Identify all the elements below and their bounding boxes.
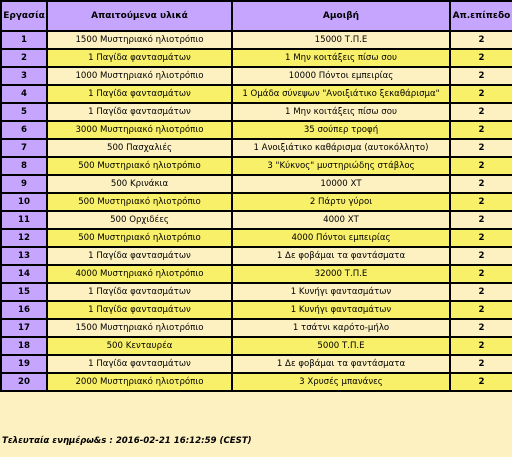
task-level: 2 <box>450 103 512 121</box>
table-row <box>1 175 512 193</box>
task-level: 2 <box>450 193 512 211</box>
table-row <box>1 157 512 175</box>
task-reward: 35 σούπερ τροφή <box>232 121 450 139</box>
table-row <box>1 193 512 211</box>
task-number: 11 <box>1 211 47 229</box>
task-reward: 5000 Τ.Π.Ε <box>232 337 450 355</box>
task-materials: 500 Μυστηριακό ηλιοτρόπιο <box>47 229 232 247</box>
task-number: 7 <box>1 139 47 157</box>
task-number: 10 <box>1 193 47 211</box>
task-number: 18 <box>1 337 47 355</box>
task-reward: 32000 Τ.Π.Ε <box>232 265 450 283</box>
task-level: 2 <box>450 265 512 283</box>
task-reward: 4000 ΧΤ <box>232 211 450 229</box>
task-materials: 4000 Μυστηριακό ηλιοτρόπιο <box>47 265 232 283</box>
task-number: 13 <box>1 247 47 265</box>
task-materials: 3000 Μυστηριακό ηλιοτρόπιο <box>47 121 232 139</box>
table-row <box>1 373 512 391</box>
task-number: 14 <box>1 265 47 283</box>
table-row <box>1 139 512 157</box>
task-level: 2 <box>450 139 512 157</box>
task-level: 2 <box>450 121 512 139</box>
table-row <box>1 49 512 67</box>
task-materials: 500 Μυστηριακό ηλιοτρόπιο <box>47 157 232 175</box>
task-materials: 500 Μυστηριακό ηλιοτρόπιο <box>47 193 232 211</box>
table-row <box>1 247 512 265</box>
task-materials: 1 Παγίδα φαντασμάτων <box>47 49 232 67</box>
task-level: 2 <box>450 211 512 229</box>
table-row <box>1 121 512 139</box>
task-number: 17 <box>1 319 47 337</box>
table-row <box>1 355 512 373</box>
task-number: 19 <box>1 355 47 373</box>
task-materials: 1 Παγίδα φαντασμάτων <box>47 103 232 121</box>
task-materials: 1 Παγίδα φαντασμάτων <box>47 283 232 301</box>
table-row <box>1 67 512 85</box>
table-header-row <box>1 1 512 31</box>
task-reward: 15000 Τ.Π.Ε <box>232 31 450 49</box>
table-row <box>1 265 512 283</box>
task-number: 12 <box>1 229 47 247</box>
task-level: 2 <box>450 49 512 67</box>
task-reward: 10000 Πόντοι εμπειρίας <box>232 67 450 85</box>
table-row <box>1 103 512 121</box>
task-materials: 500 Ορχιδέες <box>47 211 232 229</box>
task-reward: 1 Δε φοβάμαι τα φαντάσματα <box>232 247 450 265</box>
task-reward: 10000 ΧΤ <box>232 175 450 193</box>
task-reward: 1 Μην κοιτάξεις πίσω σου <box>232 49 450 67</box>
header-reward: Αμοιβή <box>232 1 450 31</box>
table-row <box>1 31 512 49</box>
task-reward: 1 Ομάδα σύνεψων "Ανοιξιάτικο ξεκαθάρισμα" <box>232 85 450 103</box>
task-level: 2 <box>450 337 512 355</box>
task-reward: 1 Μην κοιτάξεις πίσω σου <box>232 103 450 121</box>
task-level: 2 <box>450 319 512 337</box>
header-materials: Απαιτούμενα υλικά <box>47 1 232 31</box>
task-level: 2 <box>450 283 512 301</box>
task-materials: 500 Κενταυρέα <box>47 337 232 355</box>
table-row <box>1 337 512 355</box>
task-reward: 3 Χρυσές μπανάνες <box>232 373 450 391</box>
task-level: 2 <box>450 355 512 373</box>
table-row <box>1 301 512 319</box>
task-level: 2 <box>450 175 512 193</box>
task-number: 8 <box>1 157 47 175</box>
table-row <box>1 211 512 229</box>
task-reward: 1 Κυνήγι φαντασμάτων <box>232 283 450 301</box>
task-number: 6 <box>1 121 47 139</box>
task-materials: 1 Παγίδα φαντασμάτων <box>47 85 232 103</box>
task-number: 4 <box>1 85 47 103</box>
task-number: 2 <box>1 49 47 67</box>
task-materials: 1500 Μυστηριακό ηλιοτρόπιο <box>47 31 232 49</box>
table-row <box>1 283 512 301</box>
last-updated-footer: Τελευταία ενημέρω&s : 2016-02-21 16:12:59 (CEST) <box>2 436 252 446</box>
task-number: 1 <box>1 31 47 49</box>
task-materials: 1 Παγίδα φαντασμάτων <box>47 247 232 265</box>
task-level: 2 <box>450 67 512 85</box>
task-number: 16 <box>1 301 47 319</box>
task-level: 2 <box>450 301 512 319</box>
task-number: 15 <box>1 283 47 301</box>
task-materials: 500 Κρινάκια <box>47 175 232 193</box>
task-level: 2 <box>450 157 512 175</box>
task-number: 3 <box>1 67 47 85</box>
table-row <box>1 229 512 247</box>
table-row <box>1 319 512 337</box>
task-reward: 1 τσάτνι καρότο-μήλο <box>232 319 450 337</box>
task-materials: 1 Παγίδα φαντασμάτων <box>47 301 232 319</box>
task-materials: 1 Παγίδα φαντασμάτων <box>47 355 232 373</box>
task-materials: 500 Πασχαλιές <box>47 139 232 157</box>
table-row <box>1 85 512 103</box>
task-level: 2 <box>450 85 512 103</box>
task-number: 9 <box>1 175 47 193</box>
task-reward: 2 Πάρτυ γύροι <box>232 193 450 211</box>
task-materials: 1500 Μυστηριακό ηλιοτρόπιο <box>47 319 232 337</box>
header-task: Εργασία <box>1 1 47 31</box>
task-level: 2 <box>450 31 512 49</box>
task-reward: 1 Κυνήγι φαντασμάτων <box>232 301 450 319</box>
task-number: 5 <box>1 103 47 121</box>
task-level: 2 <box>450 229 512 247</box>
task-reward: 1 Ανοιξιάτικο καθάρισμα (αυτοκόλλητο) <box>232 139 450 157</box>
task-reward: 1 Δε φοβάμαι τα φαντάσματα <box>232 355 450 373</box>
task-reward: 3 "Κύκνος" μυστηριώδης στάβλος <box>232 157 450 175</box>
task-level: 2 <box>450 373 512 391</box>
header-level: Απ.επίπεδο <box>450 1 512 31</box>
task-materials: 2000 Μυστηριακό ηλιοτρόπιο <box>47 373 232 391</box>
task-materials: 1000 Μυστηριακό ηλιοτρόπιο <box>47 67 232 85</box>
task-reward: 4000 Πόντοι εμπειρίας <box>232 229 450 247</box>
task-level: 2 <box>450 247 512 265</box>
task-number: 20 <box>1 373 47 391</box>
